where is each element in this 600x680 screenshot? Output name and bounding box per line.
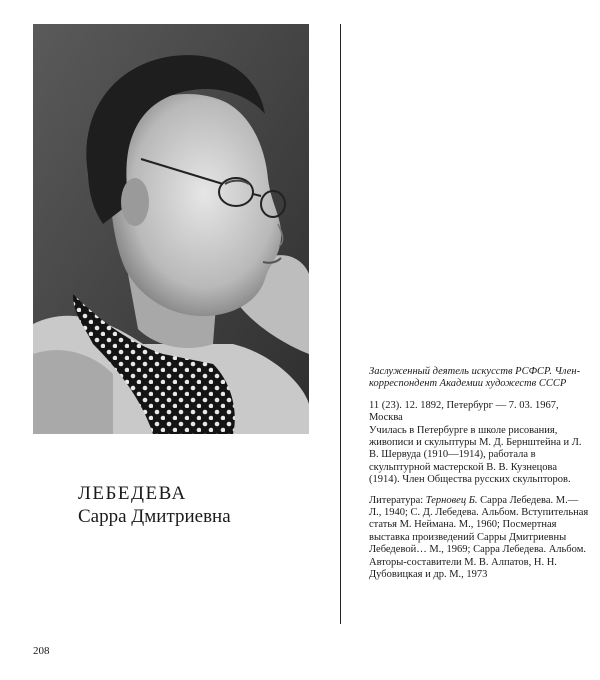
portrait-image (33, 24, 309, 434)
surname-heading: ЛЕБЕДЕВА (78, 483, 187, 504)
biography-column (369, 366, 589, 582)
honorary-title: Заслуженный деятель искусств РСФСР. Член-корреспондент Академии художеств СССР (369, 366, 581, 390)
literature-author: Терновец Б. (425, 494, 478, 506)
portrait-photo (33, 24, 309, 434)
life-dates: 11 (23). 12. 1892, Петербург — 7. 03. 1967, Москва (369, 399, 559, 424)
literature (369, 495, 589, 582)
column-divider (340, 24, 341, 624)
page-number: 208 (33, 645, 50, 657)
literature-label: Литература: (369, 494, 424, 506)
name-block (78, 483, 231, 528)
literature-text: Сарра Лебедева. М.—Л., 1940; С. Д. Лебедева. Альбом. Вступительная статья М. Неймана. М., 1960; Посмертная выставка произведений Сарры Дмитриевны Лебедевой… М., 1969; Сарра Лебедева. Альбом. Авторы-составители М. В. Алпатов, Н. Н. Дубовицкая и др. М., 1973 (369, 494, 589, 581)
biography-text: Училась в Петербурге в школе рисования, живописи и скульптуры М. Д. Бернштейна и Л. В. Шервуда (1910—1914), работала в скульптурной мастерской В. В. Кузнецова (1914). Член Общества русских скульпторов. (369, 424, 582, 486)
given-name: Сарра Дмитриевна (78, 506, 231, 527)
